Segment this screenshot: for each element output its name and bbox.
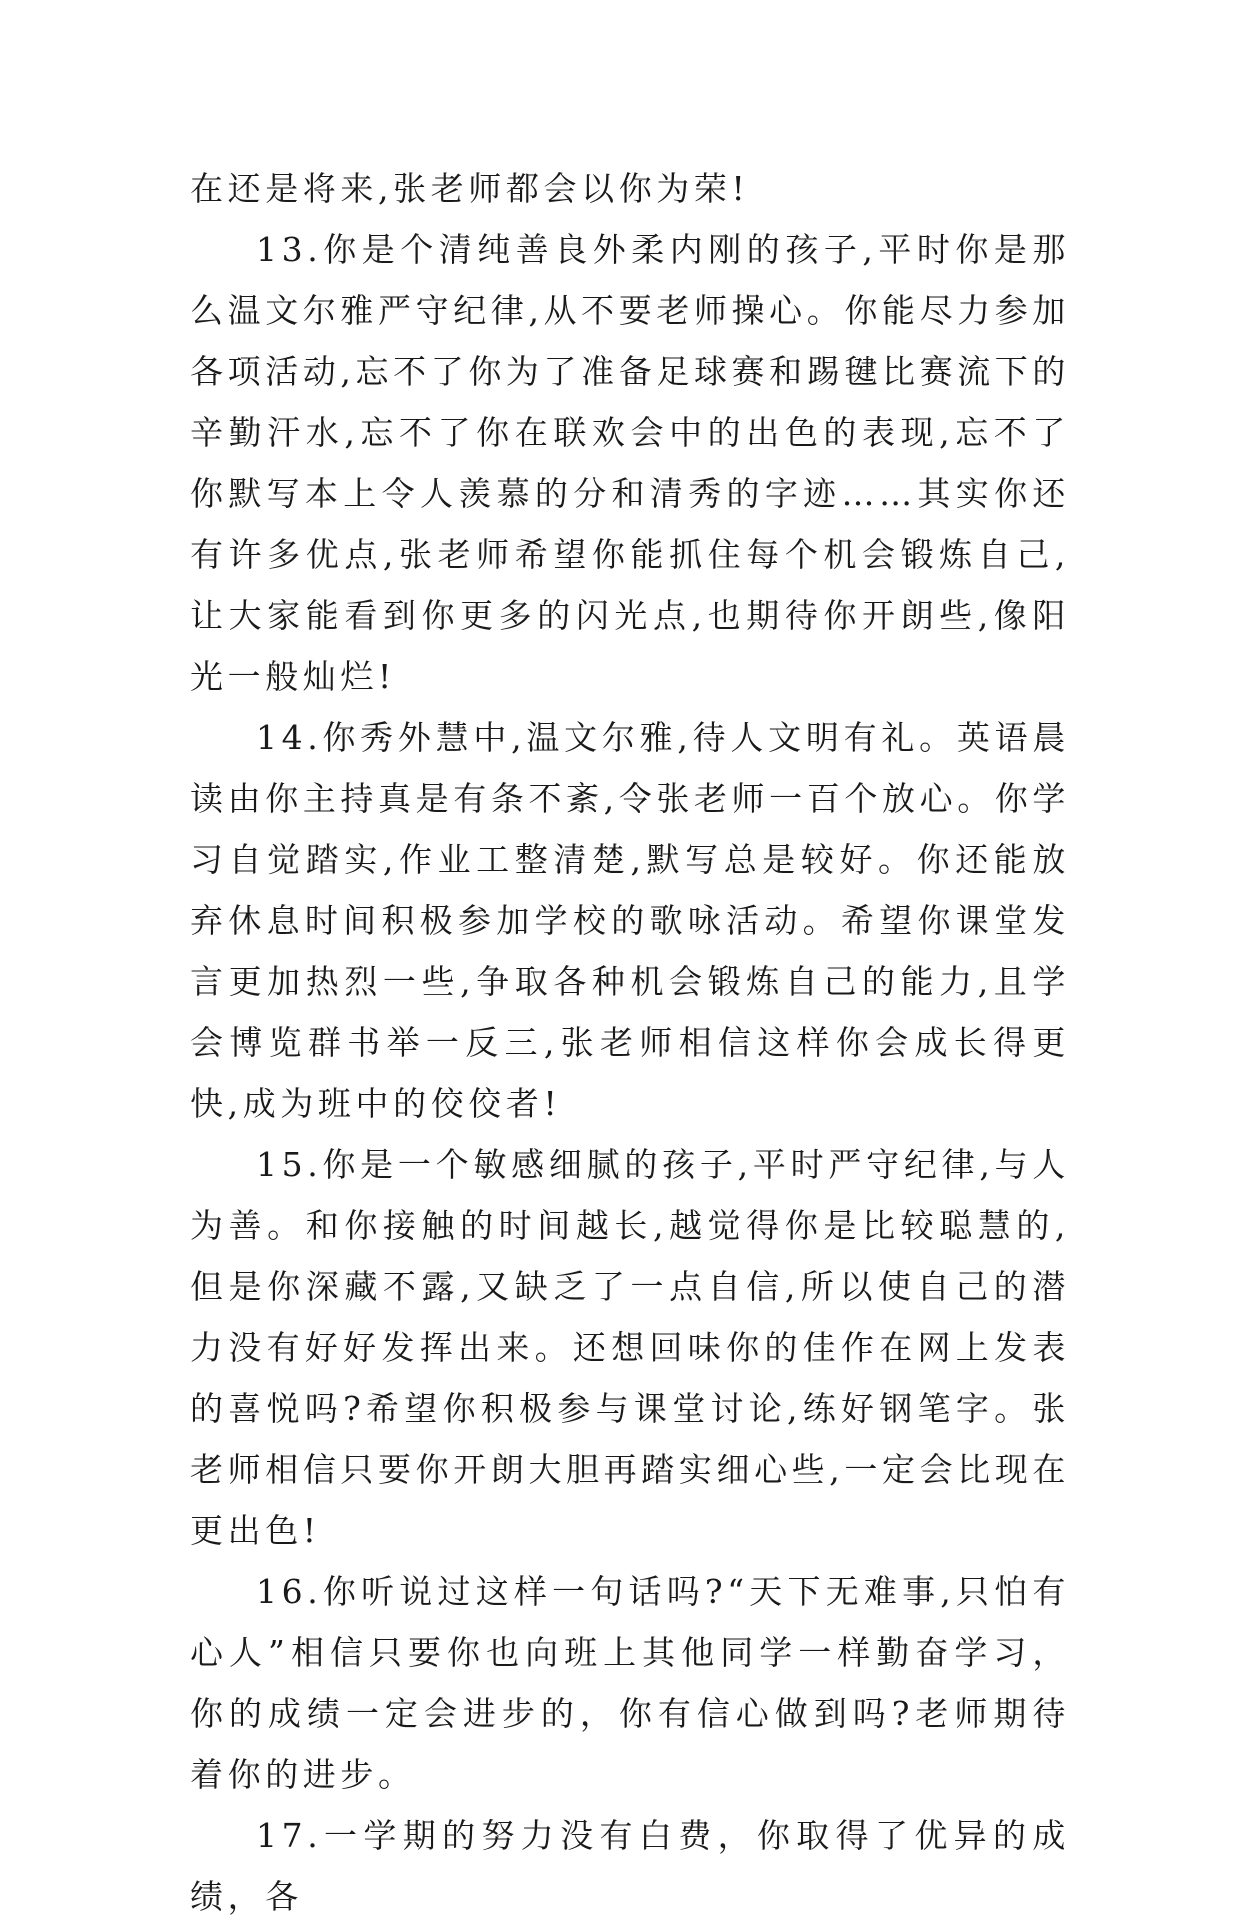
paragraph-14: 14.你秀外慧中,温文尔雅,待人文明有礼。英语晨读由你主持真是有条不紊,令张老师一百个放心。你学习自觉踏实,作业工整清楚,默写总是较好。你还能放弃休息时间积极参加学校的歌咏活动。希望你课堂发言更加热烈一些,争取各种机会锻炼自己的能力,且学会博览群书举一反三,张老师相信这样你会成长得更快,成为班中的佼佼者! — [190, 718, 1070, 1123]
paragraph-17: 17.一学期的努力没有白费，你取得了优异的成绩，各 — [190, 1816, 1070, 1916]
paragraph-15: 15.你是一个敏感细腻的孩子,平时严守纪律,与人为善。和你接触的时间越长,越觉得你是比较聪慧的,但是你深藏不露,又缺乏了一点自信,所以使自己的潜力没有好好发挥出来。还想回味你的佳作在网上发表的喜悦吗?希望你积极参与课堂讨论,练好钢笔字。张老师相信只要你开朗大胆再踏实细心些,一定会比现在更出色! — [190, 1145, 1070, 1550]
paragraph-13: 13.你是个清纯善良外柔内刚的孩子,平时你是那么温文尔雅严守纪律,从不要老师操心。你能尽力参加各项活动,忘不了你为了准备足球赛和踢毽比赛流下的辛勤汗水,忘不了你在联欢会中的出色的表现,忘不了你默写本上令人羡慕的分和清秀的字迹……其实你还有许多优点,张老师希望你能抓住每个机会锻炼自己,让大家能看到你更多的闪光点,也期待你开朗些,像阳光一般灿烂! — [190, 230, 1070, 696]
paragraph-continuation: 在还是将来,张老师都会以你为荣! — [190, 169, 750, 208]
document-body — [190, 158, 1070, 1927]
paragraph-16: 16.你听说过这样一句话吗?“天下无难事,只怕有心人”相信只要你也向班上其他同学一样勤奋学习，你的成绩一定会进步的，你有信心做到吗?老师期待着你的进步。 — [190, 1572, 1070, 1794]
